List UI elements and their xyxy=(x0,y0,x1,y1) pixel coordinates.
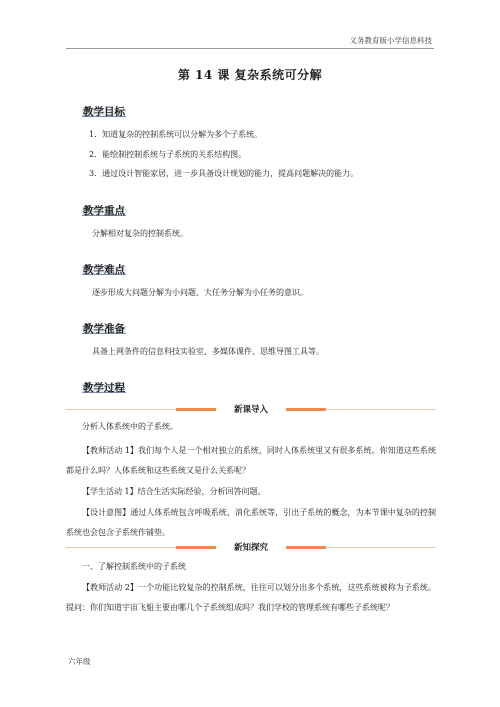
divider-accent xyxy=(286,408,326,412)
intro-paragraph: 【学生活动 1】结合生活实际经验，分析回答问题。 xyxy=(82,487,266,496)
section-heading-key-points xyxy=(82,199,126,216)
explore-paragraph: 一、了解控制系统中的子系统 xyxy=(82,562,186,571)
divider-accent xyxy=(176,408,216,412)
heading-text: 教学目标 xyxy=(83,106,125,118)
objective-item: 2．能绘制控制系统与子系统的关系结构图。 xyxy=(89,150,247,159)
divider-label: 新知探究 xyxy=(233,543,268,553)
objective-item: 3．通过设计智能家居，进一步具备设计规划的能力，提高问题解决的能力。 xyxy=(89,169,359,178)
explore-paragraph: 【教师活动 2】一个功能比较复杂的控制系统，往往可以划分出多个系统，这些系统被称为子系统。提问：你们知道宇宙飞船主要由哪几个子系统组成吗？我们学校的管理系统有哪些子系统呢？ xyxy=(66,583,436,612)
header-rule xyxy=(66,48,434,49)
key-points-text: 分解相对复杂的控制系统。 xyxy=(92,229,188,238)
header-publisher: 义务教育版小学信息科技 xyxy=(349,36,432,45)
divider-label: 新课导入 xyxy=(233,405,268,415)
intro-paragraph: 分析人体系统中的子系统。 xyxy=(82,422,178,431)
section-heading-process xyxy=(82,376,126,393)
section-heading-difficulties xyxy=(82,258,126,275)
preparation-text: 具备上网条件的信息科技实验室、多媒体课件、思维导图工具等。 xyxy=(92,347,324,356)
divider-accent xyxy=(286,546,326,550)
objective-item: 1．知道复杂的控制系统可以分解为多个子系统。 xyxy=(89,130,263,139)
heading-text: 教学重点 xyxy=(83,205,125,217)
intro-paragraph: 【设计意图】通过人体系统包含呼吸系统、消化系统等，引出子系统的概念，为本节课中复杂的控制系统也会包含子系统作铺垫。 xyxy=(66,508,436,537)
lesson-title: 第 14 课 复杂系统可分解 xyxy=(177,68,323,82)
heading-text: 教学过程 xyxy=(83,382,125,394)
intro-paragraph: 【教师活动 1】我们每个人是一个相对独立的系统，同时人体系统里又有很多系统。你知道这些系统都是什么吗？人体系统和这些系统又是什么关系呢？ xyxy=(66,446,436,475)
section-heading-preparation xyxy=(82,317,126,334)
difficulties-text: 逐步形成大问题分解为小问题、大任务分解为小任务的意识。 xyxy=(92,288,308,297)
divider-intro xyxy=(66,403,436,417)
footer-grade: 六年级 xyxy=(68,657,91,666)
heading-text: 教学难点 xyxy=(83,264,125,276)
divider-explore xyxy=(66,541,436,555)
heading-text: 教学准备 xyxy=(83,323,125,335)
divider-accent xyxy=(176,546,216,550)
section-heading-objectives xyxy=(82,100,126,117)
